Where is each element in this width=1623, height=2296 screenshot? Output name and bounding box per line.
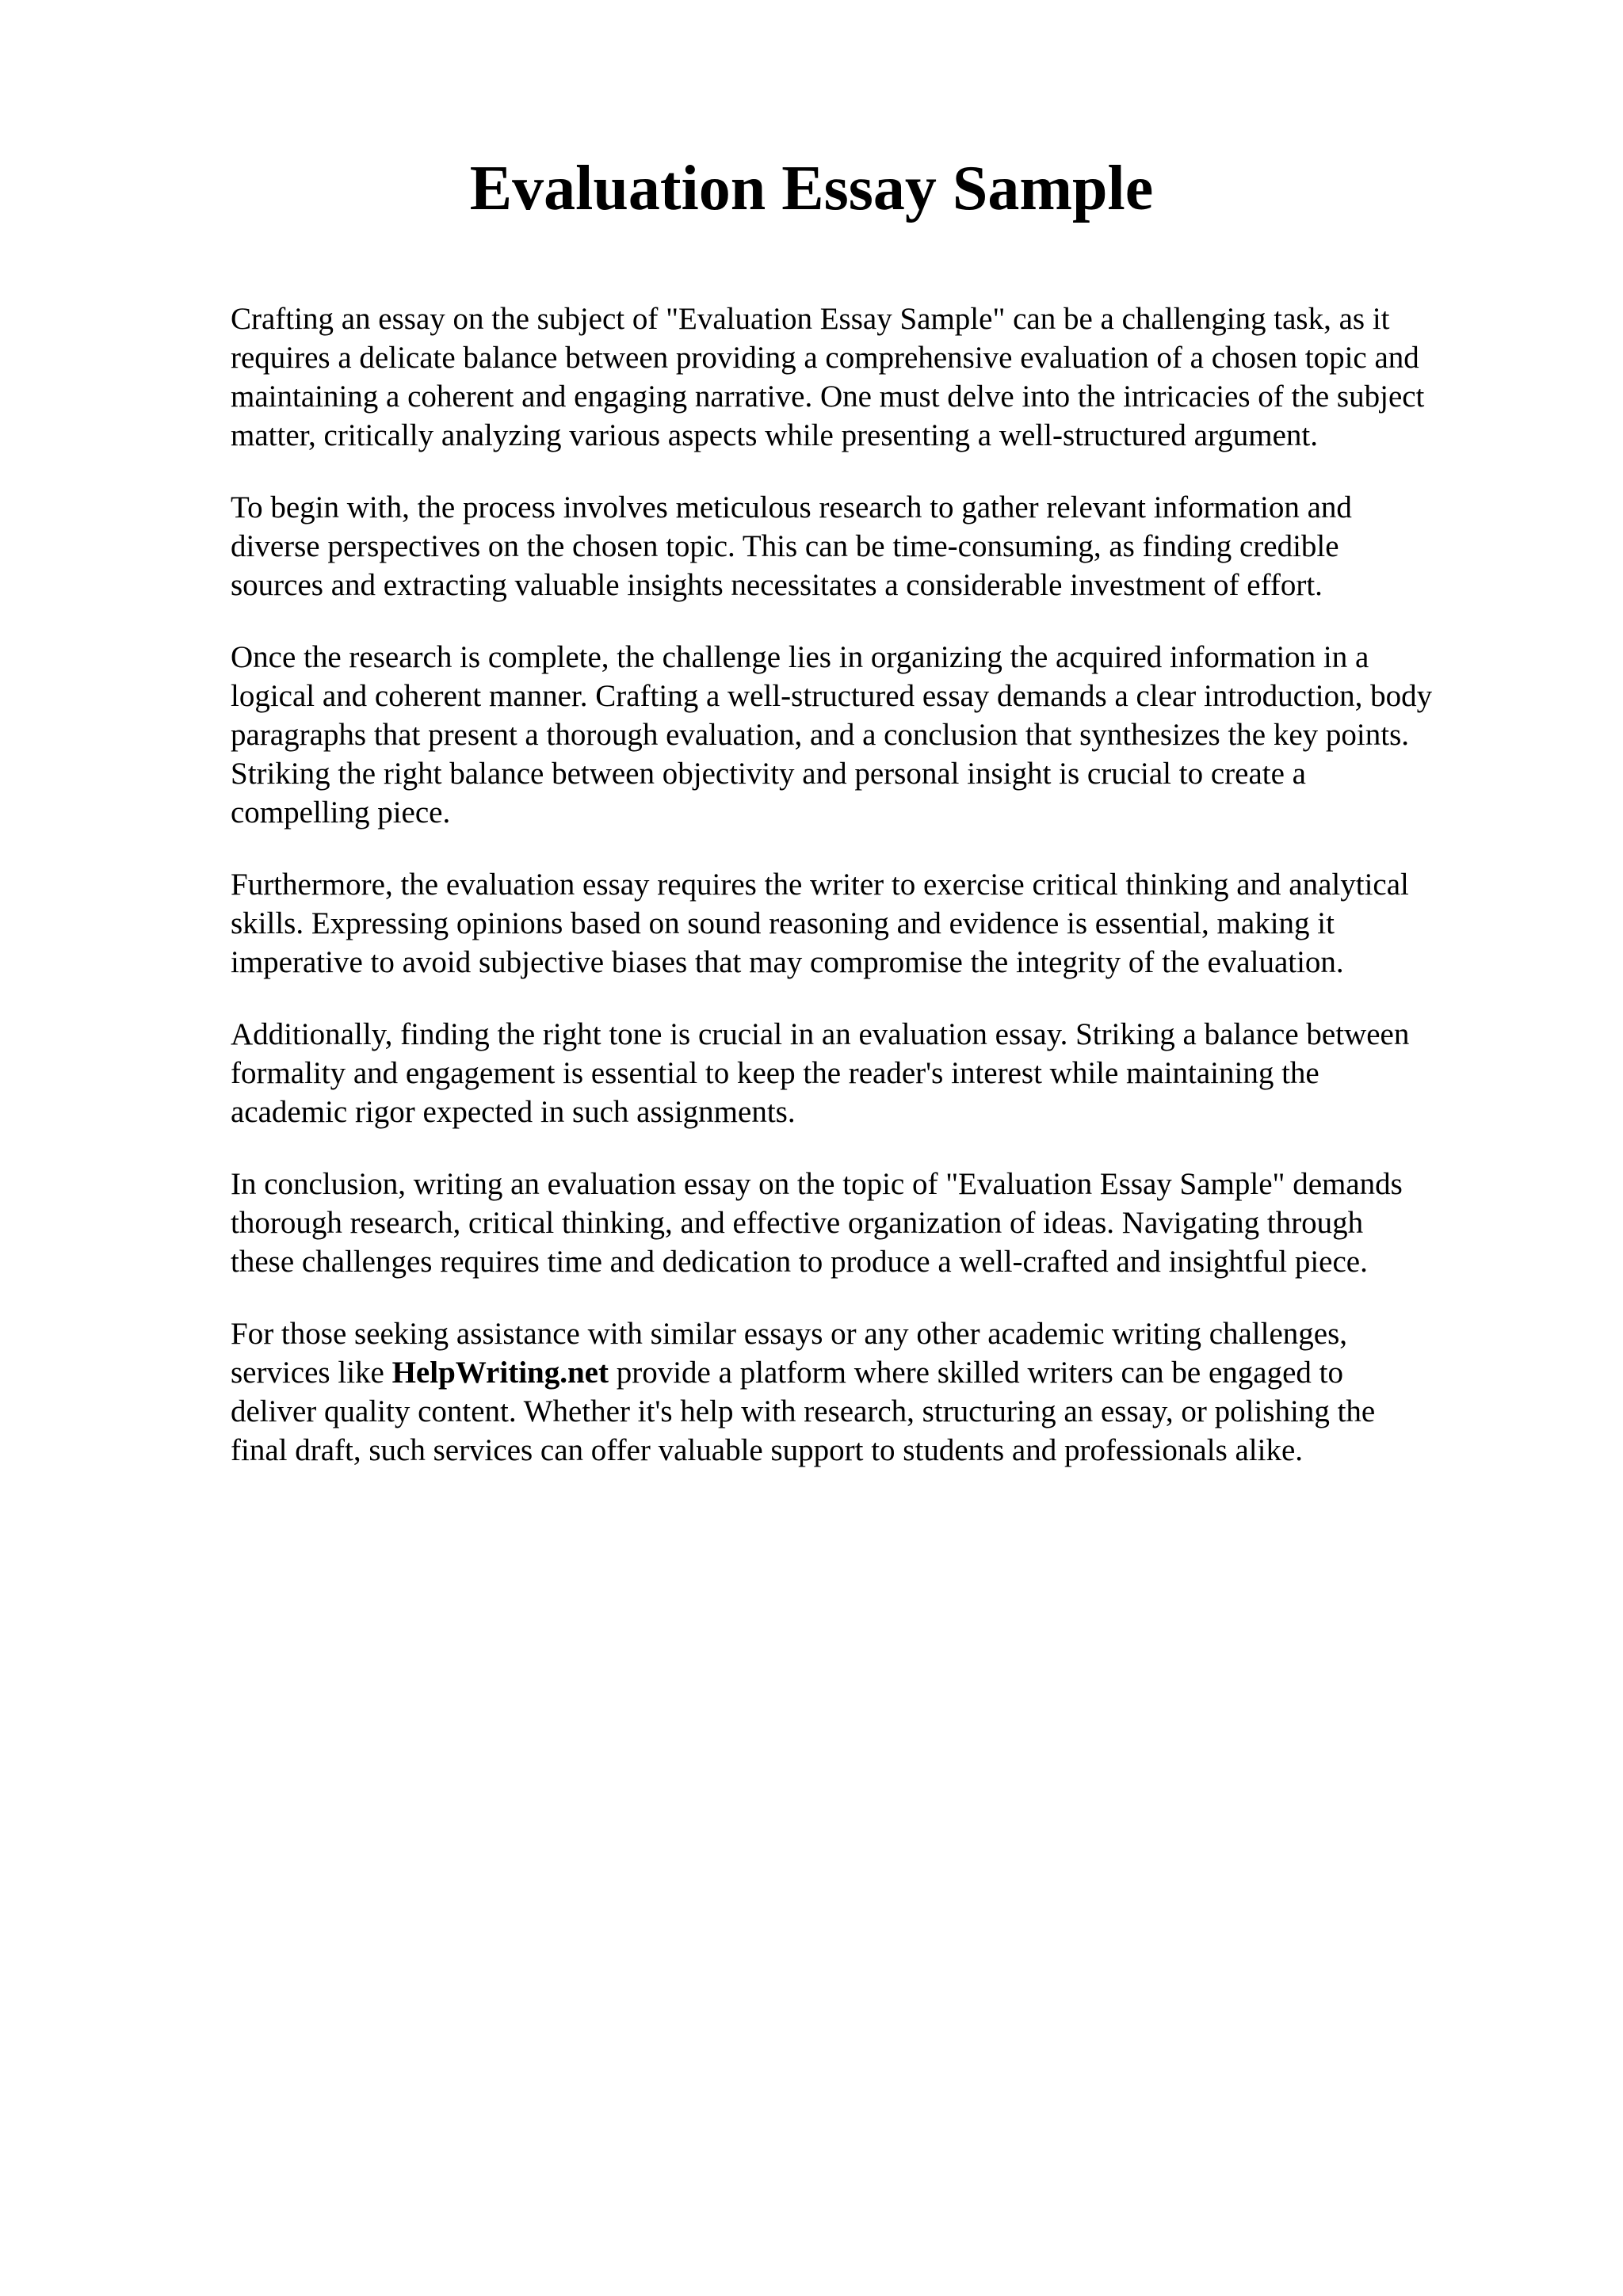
text-segment: services like bbox=[231, 1356, 392, 1390]
paragraph-3 bbox=[231, 638, 1534, 832]
helpwriting-brand-link[interactable]: HelpWriting.net bbox=[391, 1356, 609, 1390]
text-line: In conclusion, writing an evaluation essay on the topic of "Evaluation Essay Sample" demands bbox=[231, 1167, 1403, 1201]
text-line: academic rigor expected in such assignments. bbox=[231, 1095, 796, 1129]
text-line: deliver quality content. Whether it's help with research, structuring an essay, or polishing the bbox=[231, 1394, 1376, 1428]
text-line: Striking the right balance between objectivity and personal insight is crucial to create a bbox=[231, 757, 1306, 791]
text-line: requires a delicate balance between providing a comprehensive evaluation of a chosen topic and bbox=[231, 341, 1419, 375]
paragraph-6 bbox=[231, 1165, 1534, 1281]
text-line: Additionally, finding the right tone is crucial in an evaluation essay. Striking a balance between bbox=[231, 1017, 1410, 1051]
text-line: sources and extracting valuable insights necessitates a considerable investment of effort. bbox=[231, 568, 1323, 602]
text-line: imperative to avoid subjective biases that may compromise the integrity of the evaluation. bbox=[231, 945, 1344, 979]
text-line: logical and coherent manner. Crafting a well-structured essay demands a clear introduction, body bbox=[231, 679, 1433, 713]
paragraph-1 bbox=[231, 299, 1534, 455]
text-line: these challenges requires time and dedication to produce a well-crafted and insightful piece. bbox=[231, 1245, 1368, 1279]
text-line: skills. Expressing opinions based on sound reasoning and evidence is essential, making it bbox=[231, 906, 1335, 940]
text-line: diverse perspectives on the chosen topic. This can be time-consuming, as finding credible bbox=[231, 529, 1339, 563]
text-line-with-brand bbox=[231, 1353, 1534, 1392]
text-line: thorough research, critical thinking, and effective organization of ideas. Navigating through bbox=[231, 1206, 1364, 1240]
text-line: Once the research is complete, the challenge lies in organizing the acquired information in a bbox=[231, 640, 1369, 674]
paragraph-4 bbox=[231, 865, 1534, 982]
paragraph-5 bbox=[231, 1015, 1534, 1131]
text-line: compelling piece. bbox=[231, 795, 451, 830]
text-line: paragraphs that present a thorough evaluation, and a conclusion that synthesizes the key points. bbox=[231, 718, 1410, 752]
text-line: formality and engagement is essential to keep the reader's interest while maintaining the bbox=[231, 1056, 1319, 1090]
essay-body bbox=[231, 299, 1534, 1503]
text-line: For those seeking assistance with similar essays or any other academic writing challenges, bbox=[231, 1317, 1348, 1351]
text-line: matter, critically analyzing various aspects while presenting a well-structured argument. bbox=[231, 418, 1318, 452]
text-line: Furthermore, the evaluation essay requires the writer to exercise critical thinking and analytical bbox=[231, 868, 1409, 902]
text-line: To begin with, the process involves meticulous research to gather relevant information and bbox=[231, 490, 1352, 524]
paragraph-2 bbox=[231, 488, 1534, 605]
text-line: maintaining a coherent and engaging narrative. One must delve into the intricacies of the subject bbox=[231, 379, 1425, 414]
text-segment: provide a platform where skilled writers can be engaged to bbox=[608, 1356, 1343, 1390]
page-title: Evaluation Essay Sample bbox=[469, 154, 1154, 223]
text-line: Crafting an essay on the subject of "Evaluation Essay Sample" can be a challenging task, as it bbox=[231, 302, 1390, 336]
text-line: final draft, such services can offer valuable support to students and professionals alike. bbox=[231, 1433, 1304, 1467]
paragraph-7 bbox=[231, 1314, 1534, 1470]
